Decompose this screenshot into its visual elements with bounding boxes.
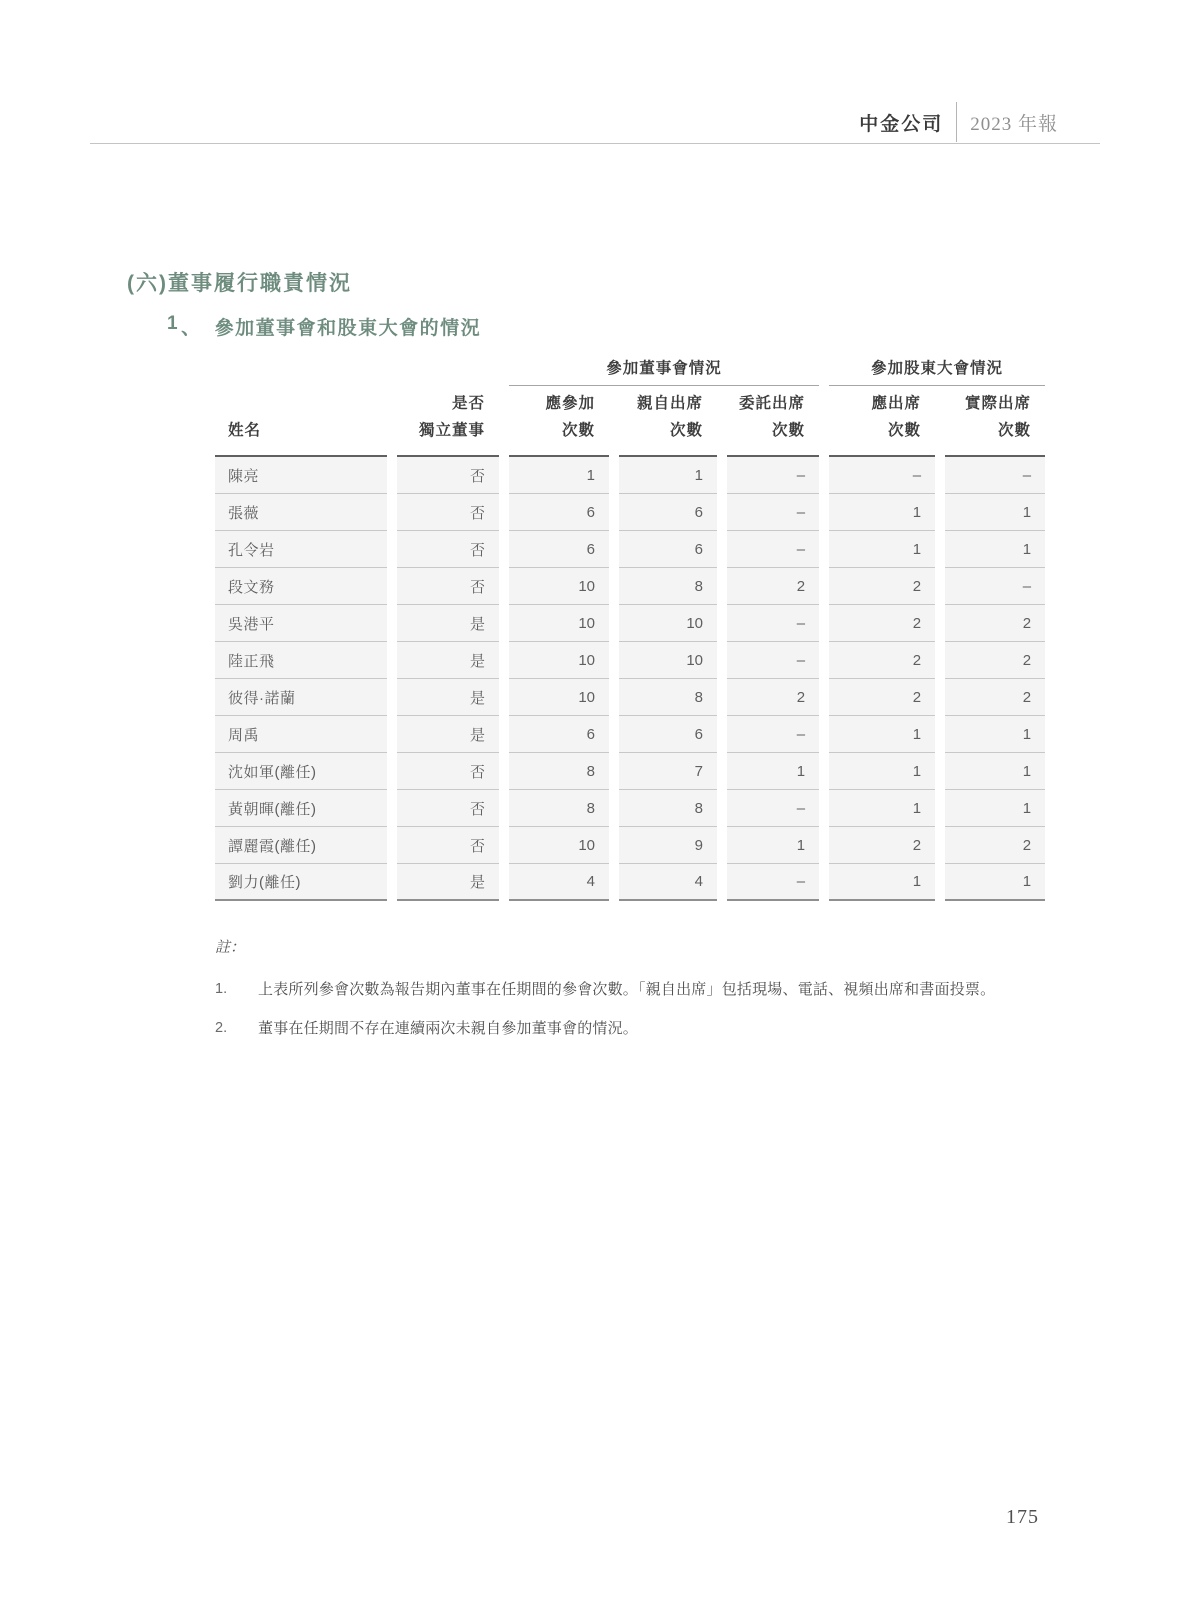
col-header-sh-required <box>829 386 935 457</box>
table-cell-sh-required: 2 <box>829 642 935 679</box>
subsection-mark: 、 <box>181 318 202 339</box>
table-cell-sh-actual: 2 <box>945 642 1045 679</box>
table-cell-sh-required: 2 <box>829 605 935 642</box>
table-row <box>215 568 1045 605</box>
table-cell-in-person: 7 <box>619 753 717 790</box>
col-header-required <box>509 386 609 457</box>
table-cell-in-person: 4 <box>619 864 717 901</box>
col-header-sh-actual-line1: 實際出席 <box>965 395 1032 412</box>
group-header-shareholder: 參加股東大會情況 <box>829 352 1045 386</box>
table-cell-in-person: 6 <box>619 716 717 753</box>
note-number: 2. <box>215 1020 228 1036</box>
table-cell-name: 陸正飛 <box>215 642 387 679</box>
table-row <box>215 716 1045 753</box>
table-cell-required: 6 <box>509 494 609 531</box>
table-cell-name: 孔令岩 <box>215 531 387 568</box>
header-rule <box>90 143 1100 144</box>
table-cell-proxy: – <box>727 605 819 642</box>
table-cell-required: 10 <box>509 827 609 864</box>
table-cell-required: 10 <box>509 642 609 679</box>
running-head <box>859 102 1058 142</box>
table-cell-required: 10 <box>509 568 609 605</box>
table-cell-sh-actual: 2 <box>945 827 1045 864</box>
group-header-spacer <box>215 352 499 386</box>
table-row <box>215 494 1045 531</box>
subsection-number: 1 <box>167 313 180 334</box>
table-cell-name: 劉力(離任) <box>215 864 387 901</box>
table-cell-sh-actual: 1 <box>945 864 1045 901</box>
col-header-proxy <box>727 386 819 457</box>
table-cell-name: 張薇 <box>215 494 387 531</box>
table-cell-independent: 否 <box>397 753 499 790</box>
group-header-row <box>215 352 1045 386</box>
table-cell-sh-actual: 2 <box>945 679 1045 716</box>
table-cell-sh-actual: 1 <box>945 790 1045 827</box>
attendance-table-wrap <box>205 352 1055 901</box>
table-cell-independent: 是 <box>397 605 499 642</box>
table-cell-proxy: 1 <box>727 753 819 790</box>
table-cell-name: 陳亮 <box>215 457 387 494</box>
table-cell-required: 4 <box>509 864 609 901</box>
table-cell-proxy: – <box>727 790 819 827</box>
table-cell-in-person: 8 <box>619 790 717 827</box>
table-row <box>215 790 1045 827</box>
subsection-text: 參加董事會和股東大會的情況 <box>214 318 482 339</box>
table-cell-proxy: – <box>727 642 819 679</box>
table-cell-independent: 否 <box>397 457 499 494</box>
header-divider <box>956 102 957 142</box>
col-header-in-person-line2: 次數 <box>669 422 703 439</box>
table-cell-in-person: 8 <box>619 679 717 716</box>
table-cell-required: 10 <box>509 605 609 642</box>
table-cell-independent: 是 <box>397 679 499 716</box>
table-cell-sh-required: 1 <box>829 753 935 790</box>
table-cell-in-person: 6 <box>619 494 717 531</box>
table-cell-in-person: 1 <box>619 457 717 494</box>
col-header-independent-line1: 是否 <box>451 395 485 412</box>
table-row <box>215 531 1045 568</box>
table-cell-sh-required: – <box>829 457 935 494</box>
note-text: 上表所列參會次數為報告期內董事在任期間的參會次數。「親自出席」包括現場、電話、視頻出席和書面投票。 <box>258 981 996 998</box>
col-header-sh-actual <box>945 386 1045 457</box>
table-cell-sh-actual: 1 <box>945 494 1045 531</box>
page-number: 175 <box>1006 1506 1039 1528</box>
table-cell-independent: 是 <box>397 716 499 753</box>
col-header-proxy-line1: 委託出席 <box>739 395 806 412</box>
table-row <box>215 605 1045 642</box>
col-header-independent-line2: 獨立董事 <box>418 422 485 439</box>
table-cell-proxy: 1 <box>727 827 819 864</box>
table-cell-proxy: – <box>727 531 819 568</box>
table-cell-in-person: 9 <box>619 827 717 864</box>
table-cell-in-person: 8 <box>619 568 717 605</box>
table-cell-required: 6 <box>509 716 609 753</box>
table-cell-sh-required: 2 <box>829 568 935 605</box>
table-cell-sh-actual: 1 <box>945 531 1045 568</box>
table-cell-proxy: 2 <box>727 568 819 605</box>
table-cell-sh-actual: 1 <box>945 716 1045 753</box>
table-row <box>215 864 1045 901</box>
table-cell-name: 吳港平 <box>215 605 387 642</box>
table-cell-required: 6 <box>509 531 609 568</box>
col-header-independent <box>397 386 499 457</box>
table-cell-proxy: – <box>727 864 819 901</box>
table-cell-independent: 是 <box>397 642 499 679</box>
table-cell-sh-required: 1 <box>829 716 935 753</box>
table-cell-name: 彼得·諾蘭 <box>215 679 387 716</box>
table-cell-required: 8 <box>509 753 609 790</box>
table-row <box>215 642 1045 679</box>
col-header-sh-required-line1: 應出席 <box>871 395 922 412</box>
table-cell-sh-required: 1 <box>829 864 935 901</box>
column-header-row <box>215 386 1045 457</box>
table-cell-sh-required: 2 <box>829 679 935 716</box>
col-header-name-label: 姓名 <box>228 422 262 439</box>
notes-section <box>215 936 1065 1055</box>
col-header-required-line1: 應參加 <box>545 395 595 412</box>
table-cell-name: 譚麗霞(離任) <box>215 827 387 864</box>
table-cell-independent: 否 <box>397 568 499 605</box>
col-header-sh-actual-line2: 次數 <box>998 422 1032 439</box>
report-year: 2023 年報 <box>970 113 1058 135</box>
table-cell-name: 沈如軍(離任) <box>215 753 387 790</box>
col-header-name <box>215 386 387 457</box>
table-cell-proxy: – <box>727 457 819 494</box>
table-row <box>215 753 1045 790</box>
table-cell-proxy: – <box>727 494 819 531</box>
table-row <box>215 679 1045 716</box>
table-cell-independent: 是 <box>397 864 499 901</box>
table-cell-proxy: 2 <box>727 679 819 716</box>
subsection-title <box>167 313 481 340</box>
table-cell-name: 周禹 <box>215 716 387 753</box>
table-cell-independent: 否 <box>397 827 499 864</box>
col-header-required-line2: 次數 <box>561 422 595 439</box>
table-cell-in-person: 10 <box>619 605 717 642</box>
notes-label: 註： <box>215 940 246 956</box>
table-cell-independent: 否 <box>397 494 499 531</box>
col-header-in-person-line1: 親自出席 <box>636 395 703 412</box>
col-header-in-person <box>619 386 717 457</box>
section-title: (六)董事履行職責情況 <box>127 272 352 295</box>
table-cell-independent: 否 <box>397 531 499 568</box>
note-text: 董事在任期間不存在連續兩次未親自參加董事會的情況。 <box>258 1020 639 1037</box>
table-cell-required: 10 <box>509 679 609 716</box>
table-cell-sh-required: 1 <box>829 531 935 568</box>
note-item-1 <box>215 977 1065 1002</box>
table-cell-required: 8 <box>509 790 609 827</box>
attendance-table <box>205 352 1055 901</box>
group-header-board: 參加董事會情況 <box>509 352 819 386</box>
table-row <box>215 457 1045 494</box>
company-name: 中金公司 <box>859 113 944 135</box>
note-number: 1. <box>215 981 228 997</box>
table-cell-proxy: – <box>727 716 819 753</box>
table-cell-in-person: 6 <box>619 531 717 568</box>
table-cell-sh-required: 1 <box>829 790 935 827</box>
table-cell-independent: 否 <box>397 790 499 827</box>
col-header-sh-required-line2: 次數 <box>888 422 922 439</box>
col-header-proxy-line2: 次數 <box>772 422 806 439</box>
table-cell-sh-actual: 1 <box>945 753 1045 790</box>
table-cell-sh-required: 1 <box>829 494 935 531</box>
table-cell-sh-actual: – <box>945 457 1045 494</box>
table-row <box>215 827 1045 864</box>
table-cell-in-person: 10 <box>619 642 717 679</box>
note-item-2 <box>215 1016 1065 1041</box>
table-cell-sh-actual: 2 <box>945 605 1045 642</box>
table-cell-name: 黃朝暉(離任) <box>215 790 387 827</box>
table-cell-name: 段文務 <box>215 568 387 605</box>
table-cell-sh-actual: – <box>945 568 1045 605</box>
table-cell-required: 1 <box>509 457 609 494</box>
table-cell-sh-required: 2 <box>829 827 935 864</box>
